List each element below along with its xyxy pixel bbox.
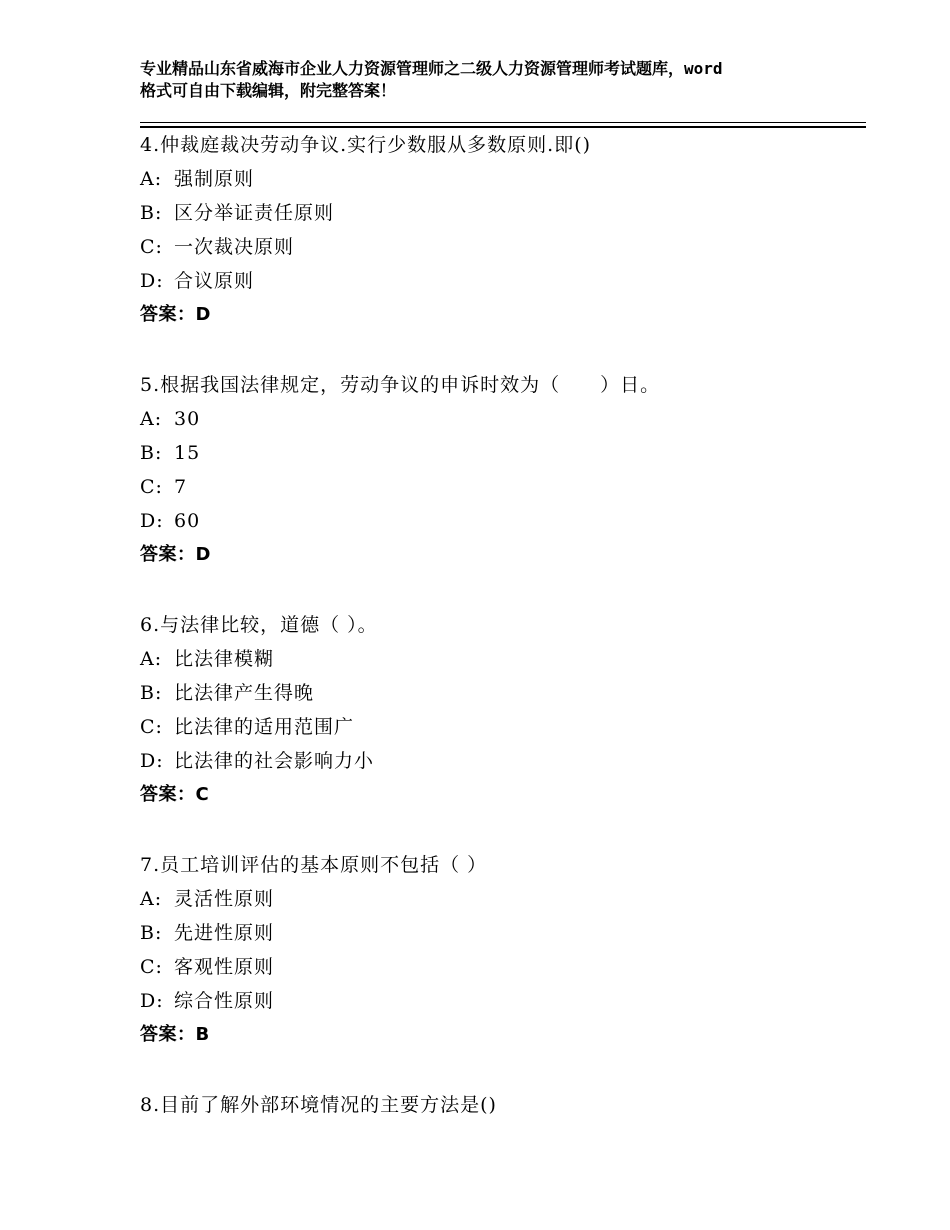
option-letter: C: (140, 716, 163, 738)
option-c (140, 230, 866, 264)
option-text: 综合性原则 (174, 990, 275, 1012)
option-letter: C: (140, 236, 163, 258)
option-letter: B: (140, 202, 163, 224)
question-stem: 7.员工培训评估的基本原则不包括（ ） (140, 854, 488, 876)
question-stem: 6.与法律比较，道德（ ）。 (140, 614, 378, 636)
question-8 (140, 1088, 866, 1122)
option-c (140, 710, 866, 744)
question-stem: 4.仲裁庭裁决劳动争议.实行少数服从多数原则.即() (140, 134, 592, 156)
question-5 (140, 368, 866, 572)
option-letter: D: (140, 510, 164, 532)
option-text: 灵活性原则 (174, 888, 275, 910)
option-a (140, 402, 866, 436)
header-divider-thin (140, 122, 866, 123)
question-list (140, 128, 866, 1122)
answer-line: 答案：B (140, 1024, 210, 1045)
document-header (140, 58, 830, 102)
option-letter: C: (140, 956, 163, 978)
option-b (140, 436, 866, 470)
option-a (140, 162, 866, 196)
question-stem: 8.目前了解外部环境情况的主要方法是() (140, 1094, 497, 1116)
answer-line: 答案：D (140, 544, 211, 565)
option-d (140, 984, 866, 1018)
option-letter: B: (140, 682, 163, 704)
option-letter: A: (140, 648, 163, 670)
option-text: 比法律的适用范围广 (174, 716, 355, 738)
option-text: 区分举证责任原则 (174, 202, 335, 224)
option-text: 比法律模糊 (174, 648, 275, 670)
option-text: 客观性原则 (174, 956, 275, 978)
question-spacer (140, 1052, 866, 1088)
option-text: 先进性原则 (174, 922, 275, 944)
header-line-2: 格式可自由下载编辑，附完整答案！ (140, 81, 397, 100)
option-letter: B: (140, 922, 163, 944)
option-b (140, 196, 866, 230)
header-line-1: 专业精品山东省威海市企业人力资源管理师之二级人力资源管理师考试题库，word (140, 59, 723, 78)
option-d (140, 264, 866, 298)
option-text: 比法律的社会影响力小 (174, 750, 375, 772)
answer-line: 答案：D (140, 304, 211, 325)
option-d (140, 744, 866, 778)
question-6 (140, 608, 866, 812)
option-letter: D: (140, 750, 164, 772)
option-text: 合议原则 (174, 270, 255, 292)
option-letter: A: (140, 408, 163, 430)
option-letter: B: (140, 442, 163, 464)
option-letter: C: (140, 476, 163, 498)
question-7 (140, 848, 866, 1052)
question-spacer (140, 812, 866, 848)
answer-line: 答案：C (140, 784, 210, 805)
option-b (140, 676, 866, 710)
option-c (140, 470, 866, 504)
option-letter: A: (140, 888, 163, 910)
option-text: 一次裁决原则 (174, 236, 295, 258)
option-a (140, 882, 866, 916)
option-letter: D: (140, 270, 164, 292)
option-text: 强制原则 (174, 168, 255, 190)
option-text: 15 (174, 442, 201, 464)
question-4 (140, 128, 866, 332)
option-text: 7 (174, 476, 188, 498)
option-letter: A: (140, 168, 163, 190)
option-text: 30 (174, 408, 201, 430)
option-text: 60 (174, 510, 201, 532)
option-d (140, 504, 866, 538)
option-a (140, 642, 866, 676)
question-spacer (140, 332, 866, 368)
option-b (140, 916, 866, 950)
question-spacer (140, 572, 866, 608)
question-stem: 5.根据我国法律规定，劳动争议的申诉时效为（ ）日。 (140, 374, 661, 396)
option-c (140, 950, 866, 984)
option-text: 比法律产生得晚 (174, 682, 315, 704)
option-letter: D: (140, 990, 164, 1012)
